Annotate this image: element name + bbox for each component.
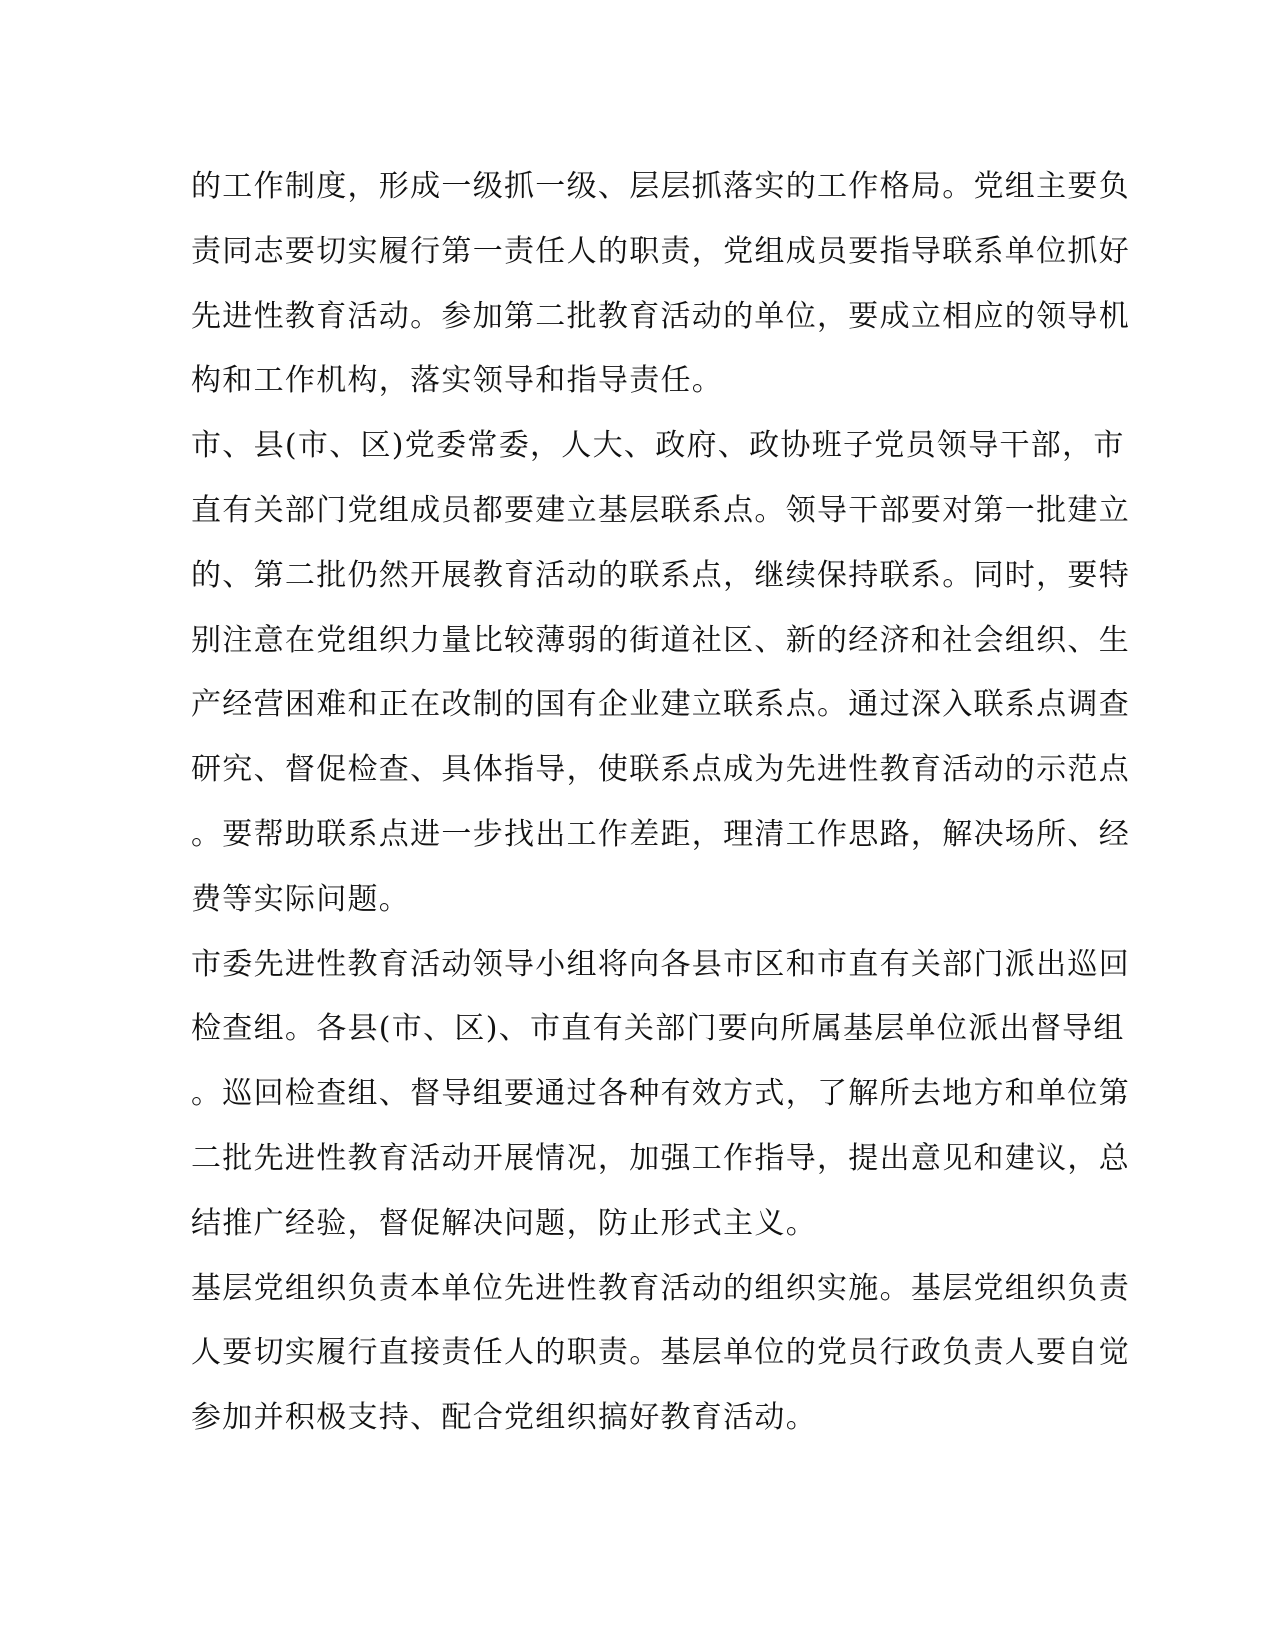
text-line: 市委先进性教育活动领导小组将向各县市区和市直有关部门派出巡回 xyxy=(191,946,1130,982)
text-line: 结推广经验，督促解决问题，防止形式主义。 xyxy=(191,1205,817,1241)
text-line: 研究、督促检查、具体指导，使联系点成为先进性教育活动的示范点 xyxy=(191,752,1130,788)
text-line: 的、第二批仍然开展教育活动的联系点，继续保持联系。同时，要特 xyxy=(191,557,1130,593)
text-line: 构和工作机构，落实领导和指导责任。 xyxy=(191,363,724,399)
text-line: 别注意在党组织力量比较薄弱的街道社区、新的经济和社会组织、生 xyxy=(191,622,1130,658)
text-line: 人要切实履行直接责任人的职责。基层单位的党员行政负责人要自觉 xyxy=(191,1335,1130,1371)
text-line: 检查组。各县(市、区)、市直有关部门要向所属基层单位派出督导组 xyxy=(191,1011,1125,1047)
text-line: 。要帮助联系点进一步找出工作差距，理清工作思路，解决场所、经 xyxy=(191,816,1130,852)
text-line: 市、县(市、区)党委常委，人大、政府、政协班子党员领导干部，市 xyxy=(191,428,1125,464)
text-line: 直有关部门党组成员都要建立基层联系点。领导干部要对第一批建立 xyxy=(191,492,1130,528)
text-line: 产经营困难和正在改制的国有企业建立联系点。通过深入联系点调查 xyxy=(191,687,1130,723)
text-line: 责同志要切实履行第一责任人的职责，党组成员要指导联系单位抓好 xyxy=(191,233,1130,269)
text-line: 费等实际问题。 xyxy=(191,881,411,917)
document-body xyxy=(191,155,1130,1451)
text-line: 基层党组织负责本单位先进性教育活动的组织实施。基层党组织负责 xyxy=(191,1270,1130,1306)
text-line: 参加并积极支持、配合党组织搞好教育活动。 xyxy=(191,1400,817,1436)
text-line: 的工作制度，形成一级抓一级、层层抓落实的工作格局。党组主要负 xyxy=(191,169,1130,204)
text-line: 先进性教育活动。参加第二批教育活动的单位，要成立相应的领导机 xyxy=(191,298,1130,334)
text-line: 二批先进性教育活动开展情况，加强工作指导，提出意见和建议，总 xyxy=(191,1140,1130,1176)
text-line: 。巡回检查组、督导组要通过各种有效方式，了解所去地方和单位第 xyxy=(191,1076,1130,1112)
